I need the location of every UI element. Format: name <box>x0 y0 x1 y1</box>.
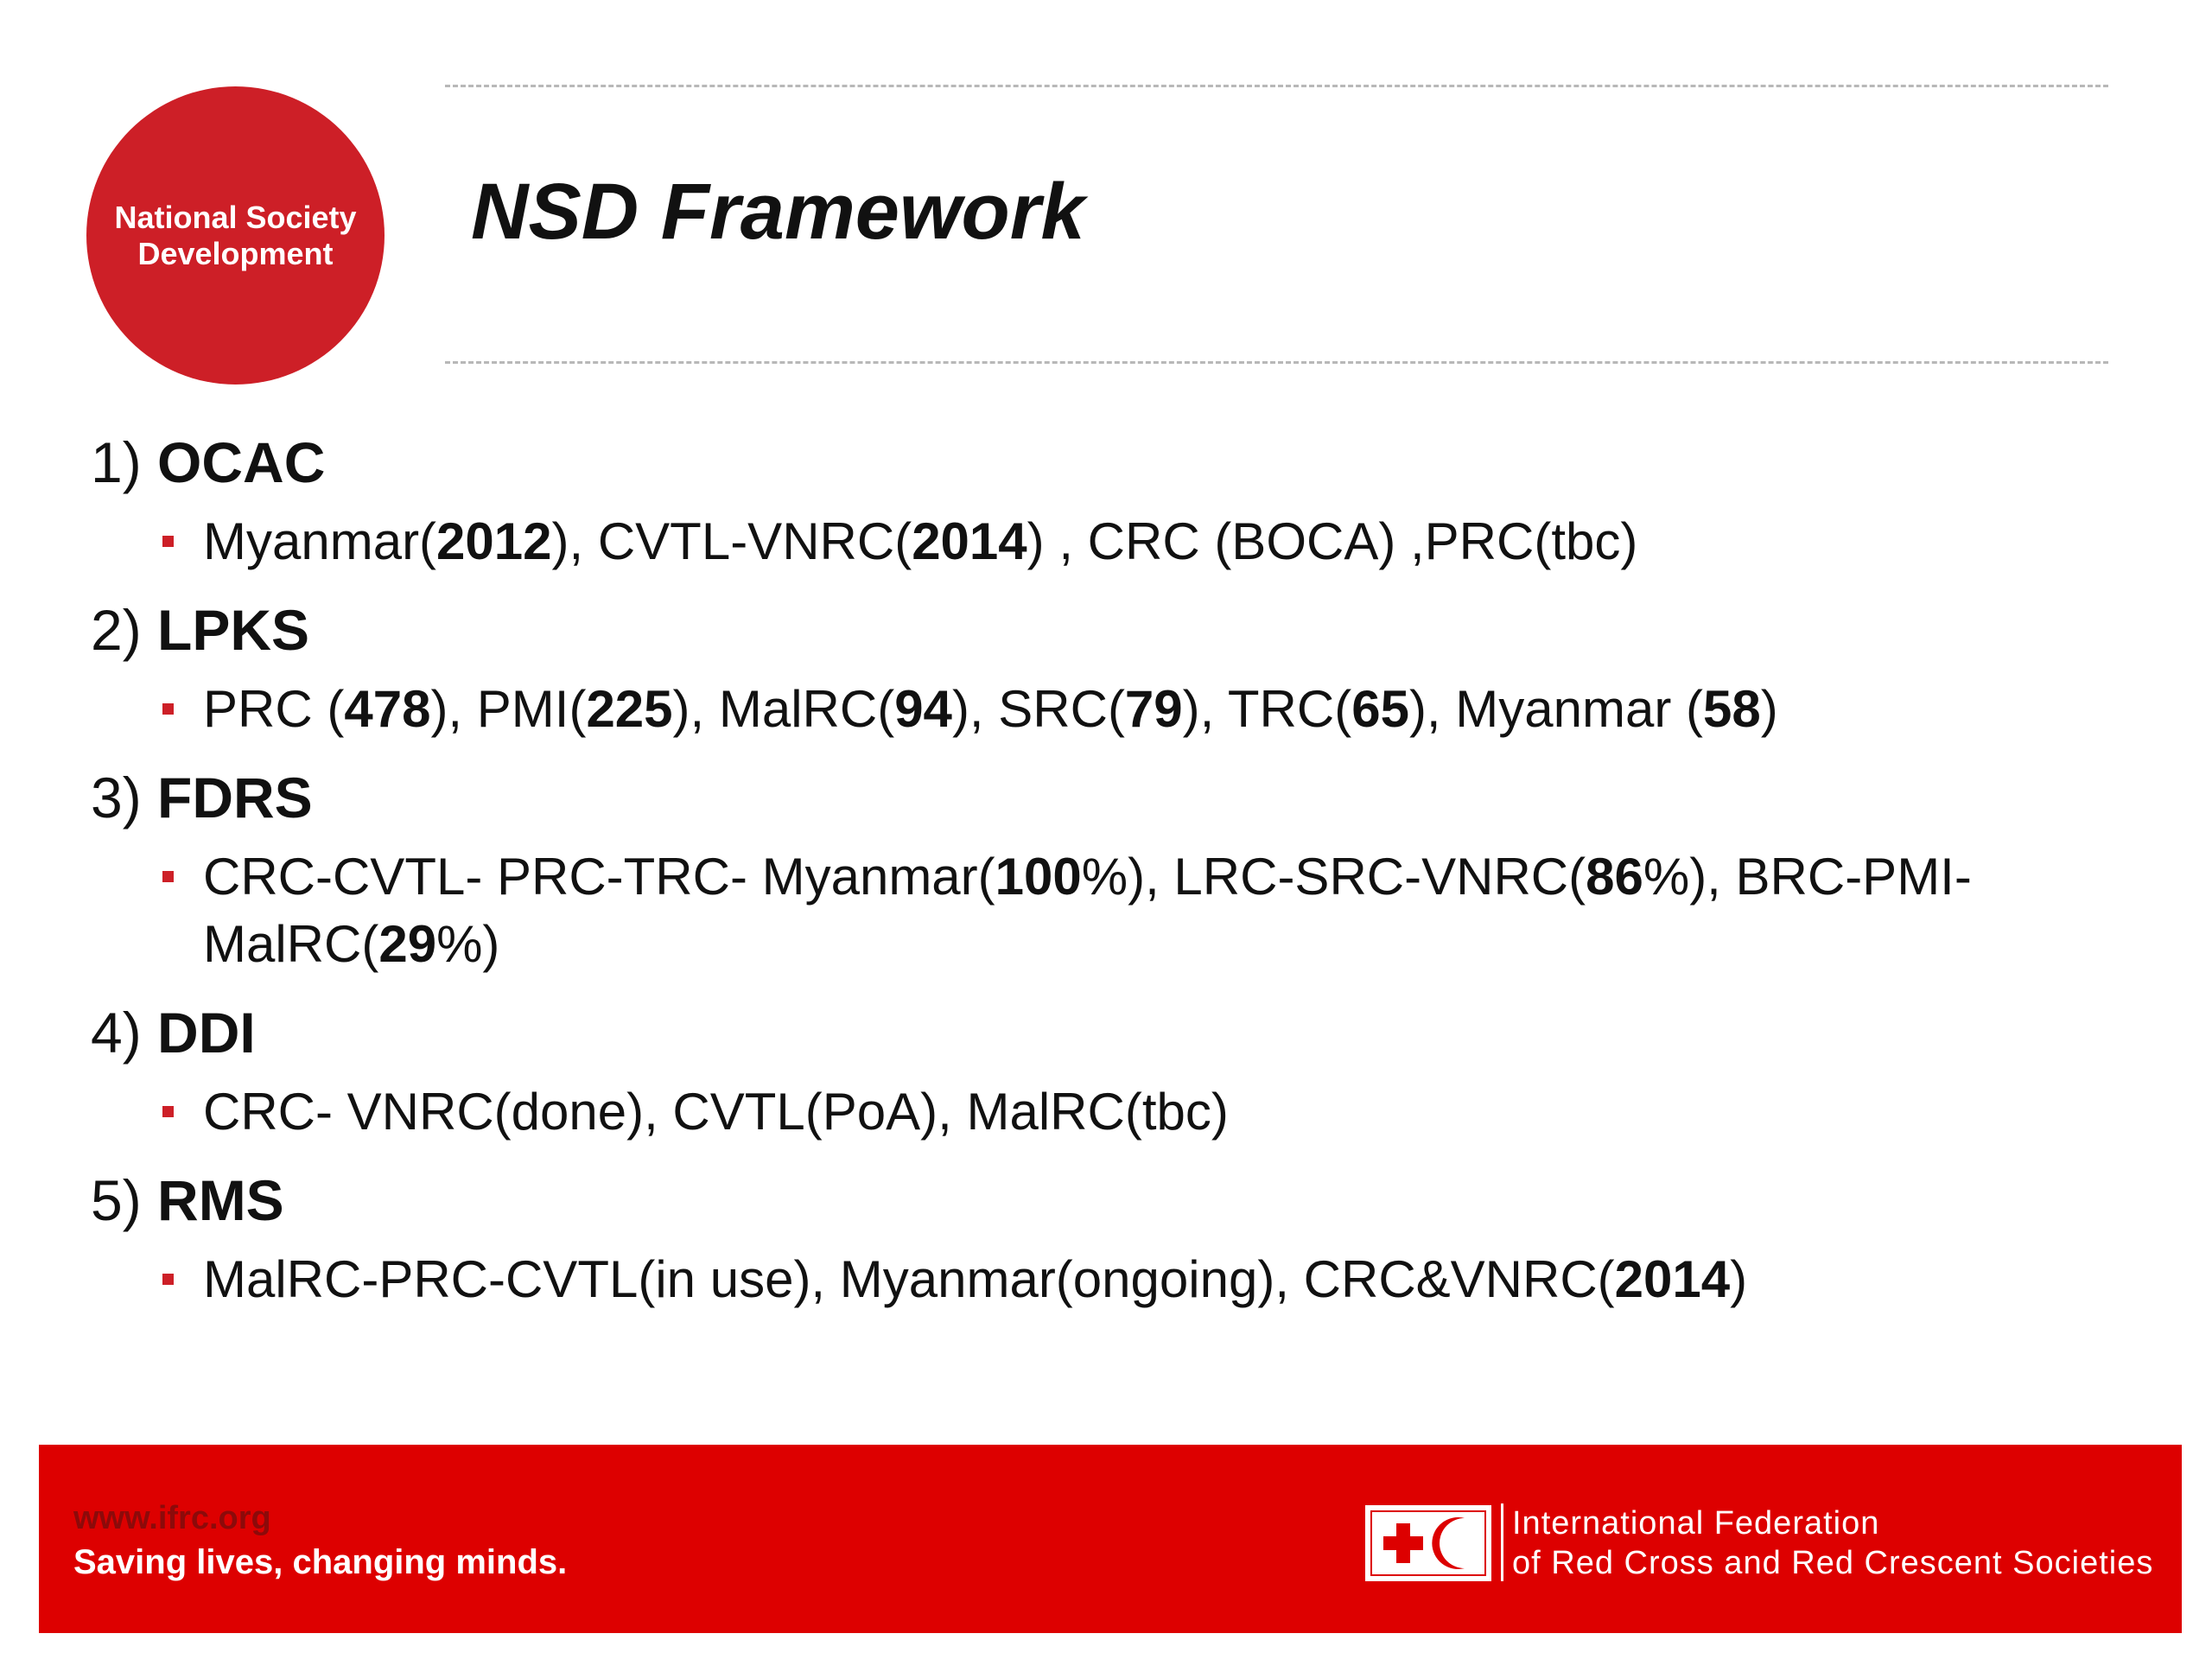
bullet-text: ), PMI( <box>430 680 587 738</box>
section-heading <box>91 423 2130 508</box>
section-bullet <box>91 843 2130 978</box>
bullet-value: 100 <box>995 848 1082 906</box>
bullet-value: 94 <box>894 680 952 738</box>
organization-name <box>1512 1503 2153 1583</box>
bullet-text: ), CVTL-VNRC( <box>551 512 912 570</box>
section-title: RMS <box>157 1168 284 1232</box>
bullet-text: ), TRC( <box>1182 680 1352 738</box>
bottom-dashed-divider <box>445 361 2108 364</box>
section-heading <box>91 759 2130 843</box>
section-title: LPKS <box>157 598 310 662</box>
bullet-text: ) , CRC (BOCA) ,PRC(tbc) <box>1027 512 1638 570</box>
bullet-value: 86 <box>1586 848 1643 906</box>
nsd-badge-line2: Development <box>137 235 334 271</box>
footer-bar <box>39 1445 2182 1633</box>
red-cross-red-crescent-emblem-icon <box>1365 1505 1491 1581</box>
section-title: DDI <box>157 1001 256 1065</box>
bullet-text: %), LRC-SRC-VNRC( <box>1081 848 1586 906</box>
footer-tagline: Saving lives, changing minds. <box>73 1543 568 1581</box>
section-bullet <box>91 1078 2130 1146</box>
bullet-value: 2014 <box>912 512 1027 570</box>
section-title: FDRS <box>157 766 313 830</box>
nsd-badge <box>86 86 385 385</box>
organization-name-line2: of Red Cross and Red Crescent Societies <box>1512 1545 2154 1581</box>
section-heading <box>91 591 2130 676</box>
section-bullet <box>91 1246 2130 1313</box>
bullet-value: 58 <box>1702 680 1761 738</box>
bullet-value: 2012 <box>436 512 552 570</box>
bullet-text: ), MalRC( <box>672 680 895 738</box>
bullet-text: %) <box>436 915 500 973</box>
section-heading <box>91 994 2130 1078</box>
bullet-marker-icon <box>162 536 174 547</box>
bullet-text: ), Myanmar ( <box>1408 680 1703 738</box>
bullet-marker-icon <box>162 1274 174 1285</box>
bullet-text: CRC-CVTL- PRC-TRC- Myanmar( <box>203 848 995 906</box>
section-number: 1) <box>91 430 142 494</box>
nsd-badge-text <box>106 200 365 272</box>
bullet-marker-icon <box>162 703 174 715</box>
bullet-text: MalRC-PRC-CVTL(in use), Myanmar(ongoing), CRC&VNRC( <box>203 1250 1615 1308</box>
section-bullet <box>91 508 2130 575</box>
bullet-text: CRC- VNRC(done), CVTL(PoA), MalRC(tbc) <box>203 1083 1229 1141</box>
bullet-text: %), BRC-PMI-MalRC( <box>203 848 1972 973</box>
bullet-value: 2014 <box>1614 1250 1731 1308</box>
section-bullet <box>91 676 2130 743</box>
section-number: 5) <box>91 1168 142 1232</box>
footer-url: www.ifrc.org <box>73 1500 271 1536</box>
organization-name-line1: International Federation <box>1512 1505 1880 1541</box>
bullet-marker-icon <box>162 871 174 882</box>
section-heading <box>91 1161 2130 1246</box>
section-number: 3) <box>91 766 142 830</box>
bullet-value: 79 <box>1124 680 1183 738</box>
bullet-value: 225 <box>586 680 673 738</box>
section-number: 2) <box>91 598 142 662</box>
framework-list <box>91 423 2130 1329</box>
section-title: OCAC <box>157 430 326 494</box>
bullet-value: 478 <box>344 680 431 738</box>
bullet-text: Myanmar( <box>203 512 437 570</box>
bullet-marker-icon <box>162 1106 174 1117</box>
bullet-text: PRC ( <box>203 680 345 738</box>
bullet-value: 29 <box>378 915 437 973</box>
bullet-text: ) <box>1730 1250 1748 1308</box>
emblem-divider <box>1501 1503 1503 1581</box>
page-title: NSD Framework <box>471 168 1085 256</box>
section-number: 4) <box>91 1001 142 1065</box>
top-dashed-divider <box>445 85 2108 87</box>
bullet-value: 65 <box>1351 680 1409 738</box>
bullet-text: ) <box>1760 680 1778 738</box>
bullet-text: ), SRC( <box>951 680 1125 738</box>
nsd-badge-line1: National Society <box>114 199 357 235</box>
